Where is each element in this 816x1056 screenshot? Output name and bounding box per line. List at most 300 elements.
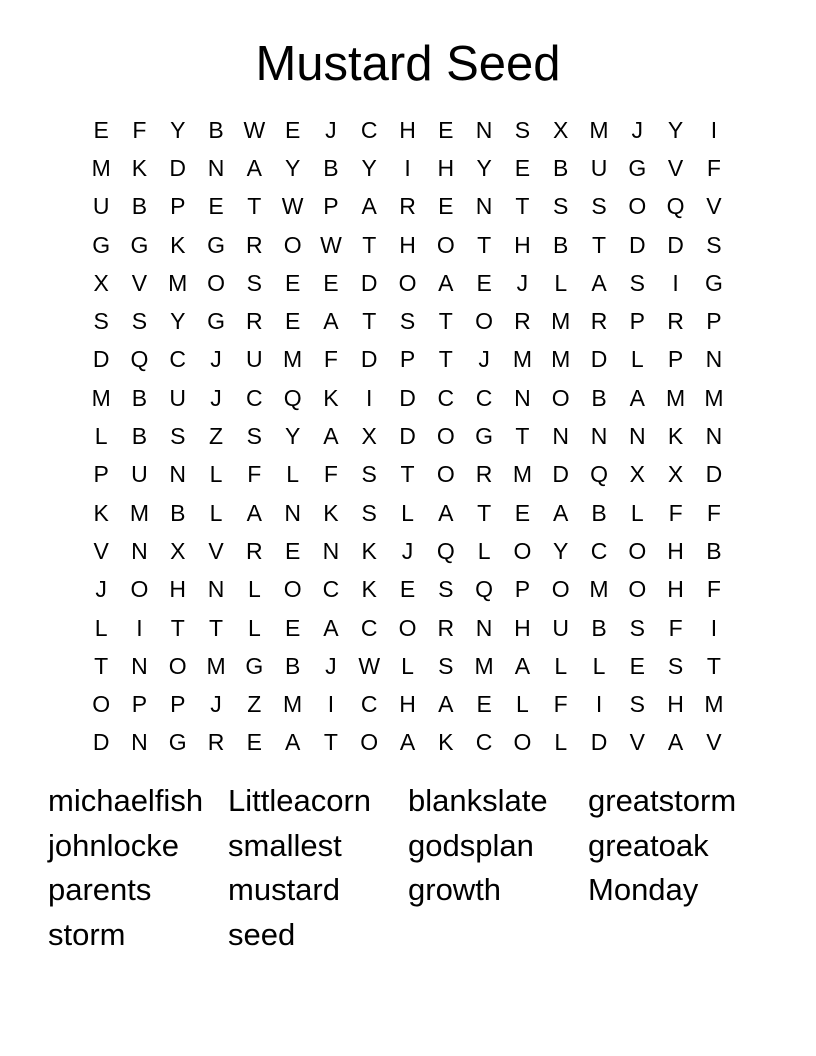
word-search-grid bbox=[82, 111, 734, 762]
grid-letter: J bbox=[516, 269, 529, 296]
grid-letter: E bbox=[323, 269, 339, 296]
grid-letter: S bbox=[629, 614, 645, 641]
grid-letter: G bbox=[207, 308, 225, 335]
grid-letter: E bbox=[438, 193, 454, 220]
word-list-item: storm bbox=[48, 916, 126, 952]
grid-letter: Y bbox=[170, 116, 186, 143]
grid-letter: A bbox=[246, 154, 262, 181]
grid-letter: I bbox=[710, 116, 718, 143]
grid-row bbox=[82, 571, 734, 609]
grid-letter: R bbox=[475, 461, 493, 488]
grid-letter: P bbox=[323, 193, 339, 220]
grid-letter: O bbox=[628, 193, 647, 220]
grid-letter: L bbox=[247, 614, 261, 641]
grid-letter: B bbox=[131, 193, 148, 220]
grid-letter: S bbox=[706, 231, 722, 258]
grid-letter: M bbox=[283, 691, 303, 718]
grid-letter: L bbox=[554, 652, 568, 679]
grid-letter: T bbox=[209, 614, 224, 641]
grid-letter: N bbox=[475, 116, 493, 143]
grid-letter: U bbox=[590, 154, 608, 181]
grid-letter: T bbox=[362, 231, 377, 258]
grid-letter: D bbox=[705, 461, 723, 488]
grid-letter: R bbox=[514, 308, 531, 335]
grid-letter: B bbox=[553, 154, 569, 181]
word-list-item: parents bbox=[48, 872, 152, 907]
grid-letter: Y bbox=[170, 308, 186, 335]
grid-letter: M bbox=[589, 576, 609, 603]
grid-letter: M bbox=[704, 691, 724, 718]
grid-letter: O bbox=[168, 652, 187, 679]
grid-letter: Q bbox=[590, 461, 608, 488]
grid-letter: G bbox=[475, 423, 494, 450]
grid-letter: L bbox=[630, 499, 644, 526]
grid-letter: O bbox=[513, 729, 532, 756]
grid-letter: X bbox=[667, 461, 684, 488]
grid-letter: K bbox=[438, 729, 454, 756]
grid-letter: B bbox=[131, 384, 148, 411]
grid-row bbox=[82, 226, 734, 264]
word-list-item: growth bbox=[408, 872, 502, 907]
grid-letter: X bbox=[93, 269, 109, 296]
grid-letter: O bbox=[513, 537, 532, 564]
grid-letter: N bbox=[514, 384, 531, 411]
grid-letter: N bbox=[207, 576, 225, 603]
grid-row bbox=[82, 188, 734, 226]
grid-letter: Y bbox=[667, 116, 684, 143]
grid-letter: J bbox=[325, 652, 337, 679]
grid-letter: D bbox=[360, 346, 378, 373]
page-title: Mustard Seed bbox=[255, 37, 561, 91]
grid-letter: C bbox=[437, 384, 455, 411]
grid-letter: E bbox=[476, 691, 492, 718]
grid-letter: O bbox=[92, 691, 111, 718]
grid-letter: W bbox=[281, 193, 304, 220]
word-list-item: Littleacorn bbox=[228, 783, 372, 818]
grid-letter: D bbox=[590, 729, 608, 756]
grid-letter: O bbox=[283, 231, 302, 258]
grid-letter: G bbox=[92, 231, 111, 258]
grid-letter: K bbox=[93, 499, 109, 526]
grid-letter: J bbox=[478, 346, 490, 373]
grid-letter: F bbox=[132, 116, 147, 143]
grid-letter: R bbox=[667, 308, 684, 335]
grid-letter: L bbox=[286, 461, 300, 488]
grid-letter: I bbox=[672, 269, 679, 296]
word-list-item: greatoak bbox=[588, 827, 709, 863]
grid-letter: F bbox=[323, 461, 338, 488]
grid-letter: J bbox=[631, 116, 644, 143]
grid-letter: L bbox=[630, 346, 644, 373]
grid-letter: J bbox=[401, 537, 414, 564]
grid-letter: S bbox=[514, 116, 531, 143]
grid-letter: F bbox=[706, 576, 721, 603]
grid-letter: U bbox=[131, 461, 148, 488]
grid-row bbox=[82, 647, 734, 685]
word-list-item: smallest bbox=[228, 827, 342, 863]
grid-row bbox=[82, 456, 734, 494]
grid-letter: D bbox=[590, 346, 608, 373]
word-list-item: johnlocke bbox=[48, 827, 179, 863]
grid-letter: N bbox=[131, 652, 148, 679]
grid-letter: O bbox=[436, 423, 455, 450]
grid-letter: S bbox=[591, 193, 607, 220]
grid-letter: Z bbox=[247, 691, 262, 718]
grid-letter: C bbox=[169, 346, 187, 373]
grid-row bbox=[82, 685, 734, 723]
grid-letter: W bbox=[243, 116, 266, 143]
grid-letter: E bbox=[284, 537, 301, 564]
grid-letter: O bbox=[628, 576, 647, 603]
grid-letter: N bbox=[131, 729, 148, 756]
grid-letter: F bbox=[323, 346, 338, 373]
grid-letter: L bbox=[477, 537, 491, 564]
grid-letter: M bbox=[589, 116, 609, 143]
grid-letter: K bbox=[361, 537, 377, 564]
grid-letter: F bbox=[706, 499, 721, 526]
grid-letter: Q bbox=[436, 537, 455, 564]
grid-letter: C bbox=[246, 384, 263, 411]
grid-letter: K bbox=[323, 384, 339, 411]
grid-letter: N bbox=[207, 154, 225, 181]
grid-letter: R bbox=[437, 614, 455, 641]
grid-letter: L bbox=[209, 461, 223, 488]
grid-letter: N bbox=[322, 537, 340, 564]
grid-letter: T bbox=[323, 729, 338, 756]
grid-letter: M bbox=[704, 384, 724, 411]
grid-letter: O bbox=[436, 231, 455, 258]
grid-letter: N bbox=[552, 423, 570, 450]
grid-row bbox=[82, 302, 734, 340]
grid-letter: I bbox=[136, 614, 143, 641]
grid-letter: O bbox=[360, 729, 379, 756]
word-list-item: seed bbox=[228, 916, 296, 952]
grid-row bbox=[82, 609, 734, 647]
grid-letter: B bbox=[591, 499, 607, 526]
grid-letter: F bbox=[706, 154, 721, 181]
grid-letter: S bbox=[438, 652, 454, 679]
grid-letter: H bbox=[667, 576, 684, 603]
grid-letter: A bbox=[591, 269, 607, 296]
grid-letter: O bbox=[551, 576, 570, 603]
grid-letter: N bbox=[590, 423, 608, 450]
grid-letter: G bbox=[168, 729, 187, 756]
grid-letter: G bbox=[207, 231, 225, 258]
grid-letter: S bbox=[131, 308, 148, 335]
grid-letter: T bbox=[362, 308, 377, 335]
grid-letter: A bbox=[323, 308, 339, 335]
grid-letter: H bbox=[667, 691, 684, 718]
grid-letter: R bbox=[207, 729, 225, 756]
grid-letter: S bbox=[553, 193, 569, 220]
grid-letter: O bbox=[475, 308, 494, 335]
grid-letter: R bbox=[246, 537, 263, 564]
grid-letter: D bbox=[92, 729, 110, 756]
grid-letter: X bbox=[553, 116, 569, 143]
grid-letter: R bbox=[246, 231, 263, 258]
grid-letter: O bbox=[436, 461, 455, 488]
grid-letter: Y bbox=[284, 154, 301, 181]
word-list-item: michaelfish bbox=[48, 783, 204, 818]
grid-letter: B bbox=[170, 499, 186, 526]
grid-letter: D bbox=[552, 461, 570, 488]
word-list-item: greatstorm bbox=[588, 783, 737, 818]
grid-letter: N bbox=[284, 499, 301, 526]
grid-letter: A bbox=[438, 691, 454, 718]
grid-letter: V bbox=[706, 729, 722, 756]
grid-letter: B bbox=[591, 384, 607, 411]
grid-letter: V bbox=[93, 537, 109, 564]
grid-letter: K bbox=[131, 154, 148, 181]
grid-letter: N bbox=[705, 423, 723, 450]
grid-letter: J bbox=[325, 116, 337, 143]
grid-row bbox=[82, 111, 734, 149]
grid-letter: B bbox=[131, 423, 148, 450]
grid-letter: D bbox=[169, 154, 187, 181]
grid-letter: S bbox=[629, 269, 645, 296]
grid-letter: H bbox=[399, 691, 416, 718]
grid-letter: E bbox=[284, 308, 301, 335]
grid-letter: C bbox=[360, 116, 378, 143]
grid-letter: T bbox=[706, 652, 721, 679]
grid-letter: V bbox=[131, 269, 148, 296]
grid-letter: G bbox=[628, 154, 647, 181]
grid-letter: J bbox=[95, 576, 107, 603]
grid-letter: H bbox=[169, 576, 187, 603]
grid-letter: N bbox=[475, 614, 493, 641]
grid-letter: X bbox=[170, 537, 186, 564]
grid-letter: D bbox=[360, 269, 378, 296]
grid-letter: P bbox=[667, 346, 684, 373]
grid-letter: C bbox=[360, 614, 378, 641]
grid-letter: S bbox=[170, 423, 186, 450]
grid-letter: C bbox=[590, 537, 608, 564]
grid-letter: L bbox=[94, 614, 108, 641]
grid-letter: P bbox=[399, 346, 416, 373]
grid-row bbox=[82, 494, 734, 532]
grid-letter: B bbox=[323, 154, 339, 181]
grid-letter: I bbox=[595, 691, 603, 718]
grid-row bbox=[82, 724, 734, 762]
grid-letter: A bbox=[323, 614, 339, 641]
grid-letter: L bbox=[516, 691, 529, 718]
grid-letter: B bbox=[208, 116, 224, 143]
grid-letter: U bbox=[552, 614, 570, 641]
grid-letter: E bbox=[284, 116, 301, 143]
grid-letter: A bbox=[514, 652, 531, 679]
grid-letter: I bbox=[710, 614, 718, 641]
grid-letter: B bbox=[706, 537, 722, 564]
grid-letter: J bbox=[210, 346, 222, 373]
grid-letter: E bbox=[399, 576, 416, 603]
grid-letter: E bbox=[629, 652, 645, 679]
grid-letter: T bbox=[591, 231, 607, 258]
grid-letter: H bbox=[399, 231, 416, 258]
grid-letter: O bbox=[551, 384, 570, 411]
grid-letter: J bbox=[210, 691, 222, 718]
grid-letter: W bbox=[320, 231, 342, 258]
grid-letter: A bbox=[284, 729, 301, 756]
grid-letter: T bbox=[438, 346, 453, 373]
grid-letter: M bbox=[474, 652, 494, 679]
grid-letter: M bbox=[283, 346, 303, 373]
grid-letter: R bbox=[590, 308, 608, 335]
grid-letter: Y bbox=[476, 154, 492, 181]
grid-letter: G bbox=[704, 269, 723, 296]
word-list-item: mustard bbox=[228, 872, 340, 907]
grid-letter: S bbox=[438, 576, 454, 603]
grid-letter: L bbox=[554, 269, 568, 296]
grid-letter: O bbox=[398, 614, 417, 641]
grid-letter: M bbox=[91, 384, 111, 411]
grid-letter: M bbox=[551, 308, 571, 335]
grid-letter: P bbox=[514, 576, 531, 603]
grid-letter: M bbox=[129, 499, 150, 526]
grid-letter: T bbox=[94, 652, 109, 679]
grid-letter: L bbox=[554, 729, 568, 756]
grid-row bbox=[82, 149, 734, 187]
grid-letter: F bbox=[247, 461, 262, 488]
grid-letter: E bbox=[514, 154, 531, 181]
grid-letter: K bbox=[323, 499, 339, 526]
grid-letter: S bbox=[361, 499, 377, 526]
grid-letter: L bbox=[592, 652, 606, 679]
grid-letter: H bbox=[514, 231, 531, 258]
grid-letter: T bbox=[477, 231, 492, 258]
grid-letter: D bbox=[667, 231, 684, 258]
grid-letter: C bbox=[360, 691, 378, 718]
grid-letter: M bbox=[666, 384, 686, 411]
grid-letter: L bbox=[247, 576, 261, 603]
grid-letter: E bbox=[438, 116, 454, 143]
grid-letter: A bbox=[399, 729, 416, 756]
grid-letter: A bbox=[438, 269, 454, 296]
grid-letter: H bbox=[399, 116, 416, 143]
grid-row bbox=[82, 264, 734, 302]
grid-letter: H bbox=[437, 154, 455, 181]
grid-letter: R bbox=[246, 308, 263, 335]
grid-letter: P bbox=[93, 461, 109, 488]
grid-letter: B bbox=[553, 231, 569, 258]
grid-letter: Z bbox=[209, 423, 224, 450]
grid-letter: D bbox=[628, 231, 646, 258]
grid-letter: M bbox=[512, 346, 532, 373]
grid-letter: N bbox=[628, 423, 646, 450]
grid-letter: D bbox=[399, 384, 416, 411]
grid-letter: M bbox=[551, 346, 571, 373]
grid-letter: V bbox=[629, 729, 645, 756]
grid-letter: L bbox=[94, 423, 108, 450]
grid-letter: R bbox=[399, 193, 416, 220]
grid-letter: T bbox=[515, 193, 530, 220]
grid-letter: A bbox=[438, 499, 454, 526]
grid-letter: U bbox=[92, 193, 110, 220]
grid-letter: F bbox=[553, 691, 568, 718]
grid-letter: B bbox=[284, 652, 301, 679]
grid-letter: D bbox=[92, 346, 110, 373]
grid-letter: I bbox=[404, 154, 411, 181]
grid-row bbox=[82, 341, 734, 379]
grid-letter: V bbox=[706, 193, 722, 220]
grid-letter: C bbox=[475, 384, 493, 411]
grid-letter: E bbox=[284, 614, 301, 641]
grid-letter: A bbox=[323, 423, 339, 450]
grid-letter: N bbox=[131, 537, 148, 564]
grid-letter: M bbox=[91, 154, 111, 181]
grid-letter: L bbox=[401, 652, 414, 679]
grid-letter: P bbox=[629, 308, 645, 335]
grid-letter: G bbox=[245, 652, 264, 679]
word-list-item: blankslate bbox=[408, 783, 548, 818]
grid-letter: N bbox=[169, 461, 187, 488]
grid-letter: V bbox=[208, 537, 224, 564]
grid-letter: M bbox=[168, 269, 188, 296]
grid-letter: F bbox=[668, 614, 683, 641]
word-list-item: godsplan bbox=[408, 827, 534, 863]
grid-letter: D bbox=[399, 423, 416, 450]
grid-letter: S bbox=[93, 308, 109, 335]
grid-letter: O bbox=[398, 269, 417, 296]
grid-letter: M bbox=[512, 461, 532, 488]
grid-letter: S bbox=[361, 461, 377, 488]
grid-letter: T bbox=[477, 499, 492, 526]
grid-letter: P bbox=[170, 691, 186, 718]
grid-letter: N bbox=[705, 346, 723, 373]
grid-letter: K bbox=[170, 231, 186, 258]
grid-letter: Q bbox=[283, 384, 302, 411]
grid-letter: Y bbox=[284, 423, 301, 450]
grid-letter: X bbox=[629, 461, 645, 488]
grid-letter: T bbox=[247, 193, 262, 220]
grid-letter: F bbox=[668, 499, 683, 526]
grid-letter: T bbox=[400, 461, 415, 488]
grid-letter: A bbox=[553, 499, 569, 526]
grid-letter: S bbox=[246, 423, 262, 450]
grid-letter: O bbox=[207, 269, 225, 296]
grid-letter: P bbox=[170, 193, 186, 220]
grid-letter: U bbox=[169, 384, 187, 411]
grid-row bbox=[82, 417, 734, 455]
grid-letter: C bbox=[475, 729, 493, 756]
grid-letter: N bbox=[475, 193, 493, 220]
grid-letter: P bbox=[706, 308, 722, 335]
grid-letter: H bbox=[514, 614, 531, 641]
grid-letter: E bbox=[514, 499, 531, 526]
grid-letter: O bbox=[628, 537, 647, 564]
grid-letter: E bbox=[208, 193, 224, 220]
grid-letter: L bbox=[209, 499, 223, 526]
grid-letter: H bbox=[667, 537, 684, 564]
grid-letter: S bbox=[629, 691, 645, 718]
grid-letter: C bbox=[322, 576, 340, 603]
grid-letter: X bbox=[361, 423, 377, 450]
word-list bbox=[48, 779, 768, 957]
grid-row bbox=[82, 379, 734, 417]
grid-letter: K bbox=[667, 423, 684, 450]
grid-letter: E bbox=[93, 116, 109, 143]
grid-letter: E bbox=[246, 729, 262, 756]
grid-letter: L bbox=[401, 499, 414, 526]
grid-letter: T bbox=[170, 614, 185, 641]
grid-letter: I bbox=[366, 384, 373, 411]
grid-letter: Q bbox=[666, 193, 685, 220]
grid-letter: E bbox=[476, 269, 492, 296]
grid-letter: E bbox=[284, 269, 301, 296]
grid-letter: G bbox=[130, 231, 149, 258]
grid-letter: B bbox=[591, 614, 607, 641]
grid-letter: S bbox=[399, 308, 416, 335]
grid-letter: P bbox=[131, 691, 148, 718]
